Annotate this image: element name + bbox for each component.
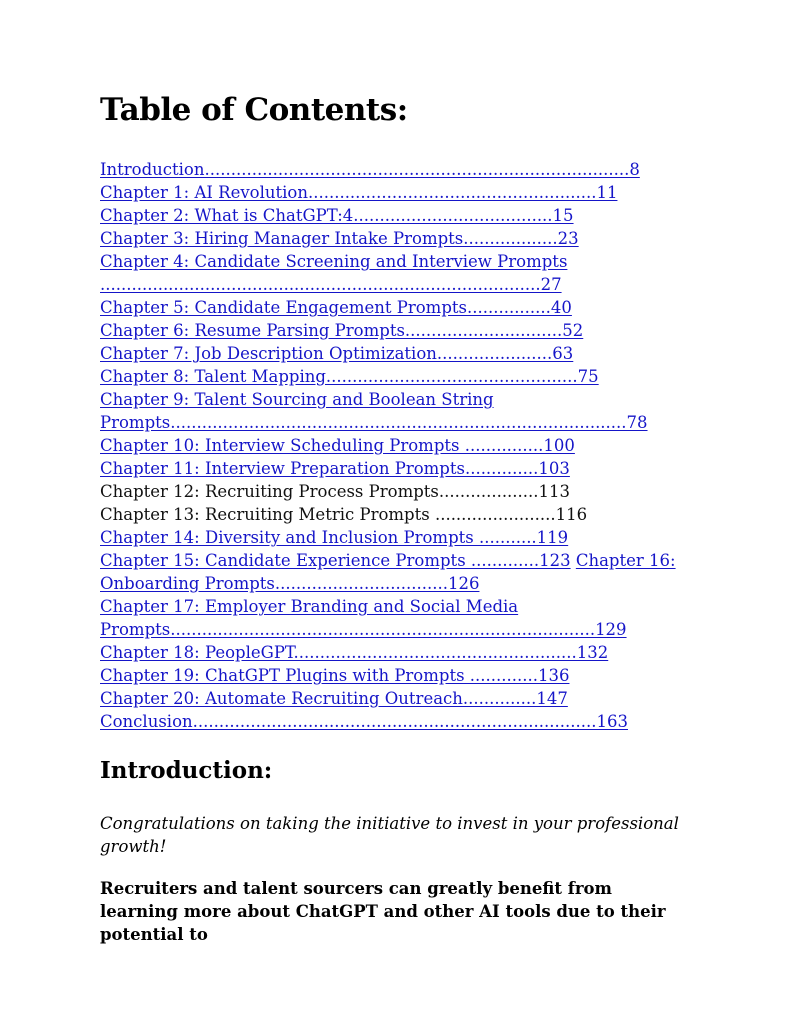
- toc-line: [100, 273, 660, 296]
- toc-entry-link[interactable]: Onboarding Prompts.................................126: [100, 574, 480, 593]
- introduction-bold-paragraph: Recruiters and talent sourcers can greatly benefit from learning more about ChatGPT and other AI tools due to their potential to: [100, 879, 666, 944]
- table-of-contents: [100, 158, 676, 733]
- toc-line: [100, 687, 660, 710]
- toc-line: [100, 480, 660, 503]
- toc-entry-link[interactable]: Chapter 8: Talent Mapping................................................75: [100, 367, 599, 386]
- toc-entry-link[interactable]: Chapter 2: What is ChatGPT:4......................................15: [100, 206, 574, 225]
- toc-entry-link[interactable]: Chapter 15: Candidate Experience Prompts .............123: [100, 551, 571, 570]
- toc-entry-link[interactable]: Chapter 11: Interview Preparation Prompts..............103: [100, 459, 570, 478]
- toc-line: [100, 641, 660, 664]
- toc-line: [100, 250, 660, 273]
- toc-entry-link[interactable]: Prompts.................................................................................129: [100, 620, 627, 639]
- toc-entry-link[interactable]: Chapter 10: Interview Scheduling Prompts ...............100: [100, 436, 575, 455]
- toc-entry-link[interactable]: ....................................................................................27: [100, 275, 562, 294]
- toc-entry-link[interactable]: Chapter 14: Diversity and Inclusion Prompts ...........119: [100, 528, 569, 547]
- toc-line: [100, 549, 676, 572]
- toc-line: [100, 457, 660, 480]
- toc-entry-link[interactable]: Chapter 5: Candidate Engagement Prompts................40: [100, 298, 572, 317]
- toc-entry-link[interactable]: Chapter 3: Hiring Manager Intake Prompts..................23: [100, 229, 579, 248]
- toc-entry-link[interactable]: Conclusion.............................................................................163: [100, 712, 628, 731]
- toc-line: [100, 227, 660, 250]
- toc-entry-link[interactable]: Chapter 4: Candidate Screening and Interview Prompts: [100, 252, 568, 271]
- toc-line: [100, 342, 660, 365]
- toc-line: [100, 595, 660, 618]
- toc-entry-link[interactable]: Chapter 17: Employer Branding and Social Media: [100, 597, 519, 616]
- toc-line: [100, 158, 660, 181]
- toc-entry-link[interactable]: Chapter 16:: [575, 551, 676, 570]
- toc-line: [100, 710, 660, 733]
- toc-entry-link[interactable]: Chapter 9: Talent Sourcing and Boolean String: [100, 390, 494, 409]
- toc-entry-link[interactable]: Chapter 1: AI Revolution.......................................................11: [100, 183, 618, 202]
- toc-line: [100, 319, 660, 342]
- toc-line: [100, 572, 660, 595]
- toc-entry-link[interactable]: Chapter 20: Automate Recruiting Outreach..............147: [100, 689, 568, 708]
- toc-entry-link[interactable]: Prompts.......................................................................................78: [100, 413, 648, 432]
- toc-line: [100, 411, 660, 434]
- toc-entry-text: Chapter 13: Recruiting Metric Prompts .......................116: [100, 505, 588, 524]
- toc-entry-link[interactable]: Chapter 18: PeopleGPT......................................................132: [100, 643, 609, 662]
- toc-line: [100, 618, 660, 641]
- toc-line: [100, 365, 660, 388]
- toc-line: [100, 526, 660, 549]
- introduction-heading: Introduction:: [100, 757, 273, 784]
- toc-entry-link[interactable]: Chapter 19: ChatGPT Plugins with Prompts .............136: [100, 666, 570, 685]
- toc-entry-link[interactable]: Chapter 7: Job Description Optimization......................63: [100, 344, 574, 363]
- introduction-italic-paragraph: Congratulations on taking the initiative to invest in your professional growth!: [100, 814, 679, 856]
- toc-line: [100, 204, 660, 227]
- toc-line: [100, 664, 660, 687]
- toc-entry-link[interactable]: Chapter 6: Resume Parsing Prompts..............................52: [100, 321, 584, 340]
- toc-entry-link[interactable]: Introduction.................................................................................8: [100, 160, 640, 179]
- toc-entry-text: Chapter 12: Recruiting Process Prompts...................113: [100, 482, 571, 501]
- toc-line: [100, 181, 660, 204]
- toc-line: [100, 434, 660, 457]
- toc-line: [100, 503, 660, 526]
- toc-heading: Table of Contents:: [100, 92, 408, 128]
- toc-line: [100, 296, 660, 319]
- toc-line: [100, 388, 660, 411]
